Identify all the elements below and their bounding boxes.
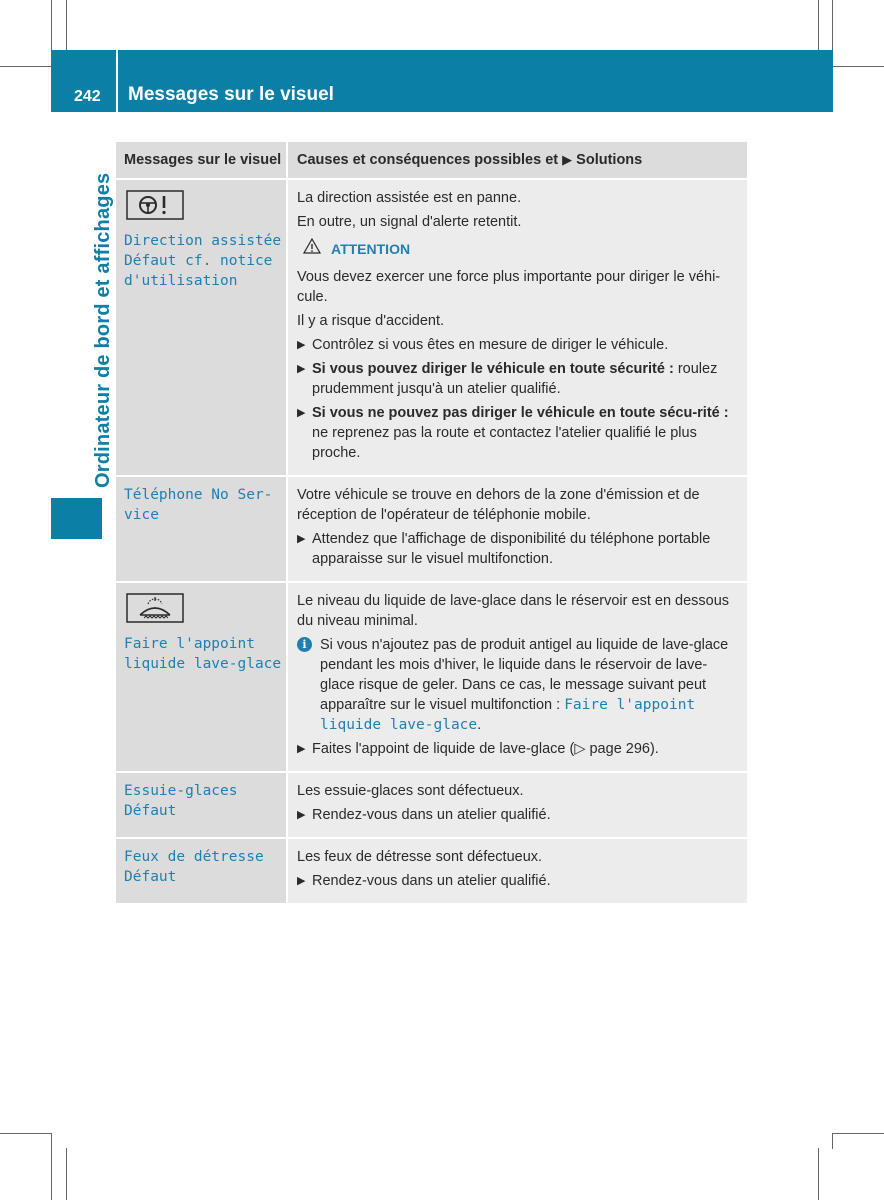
side-tab-marker: [51, 498, 102, 539]
message-cell: [116, 180, 288, 475]
page-title: Messages sur le visuel: [128, 84, 334, 105]
display-message: Direction assistée Défaut cf. notice d'utilisation: [124, 233, 282, 289]
message-cell: [116, 477, 288, 581]
messages-table: [116, 142, 747, 905]
header-divider: [116, 50, 118, 112]
list-item: ▶ Rendez-vous dans un atelier qualifié.: [297, 807, 551, 823]
col-header-messages: Messages sur le visuel: [116, 142, 288, 178]
solution-cell: Votre véhicule se trouve en dehors de la zone d'émission et de réception de l'opérateur de téléphonie mobile. ▶ Attendez que l'affichage de disponibilité du téléphone portable apparaisse sur le visuel multifonction.: [288, 477, 747, 581]
solution-cell: Les feux de détresse sont défectueux. ▶ Rendez-vous dans un atelier qualifié.: [288, 839, 747, 903]
crop-mark: [832, 66, 884, 67]
table-row: [116, 180, 747, 477]
crop-mark: [832, 1133, 884, 1134]
list-item: [297, 739, 741, 759]
triangle-right-icon: ▶: [297, 743, 306, 755]
side-section-label: Ordinateur de bord et affichages: [92, 172, 114, 488]
triangle-right-icon: ▶: [297, 407, 306, 419]
display-message: Faire l'appoint liquide lave-glace: [124, 636, 282, 672]
washer-fluid-icon: [126, 593, 282, 628]
display-message: Téléphone No Ser- vice: [124, 487, 273, 523]
list-item: ▶ Contrôlez si vous êtes en mesure de diriger le véhicule.: [297, 337, 669, 353]
crop-mark: [818, 1148, 819, 1200]
solution-cell: La direction assistée est en panne. En outre, un signal d'alerte retentit. ATTENTION Vous devez exercer une force plus importante pour diriger le véhi-cule. Il y a risque d'accident. ▶ Contrôlez si vous êtes en mesure de diriger le véhicule. ▶ Si vous pouvez diriger le véhicule en toute sécurité : roulez prudemment jusqu'à un atelier qualifié. ▶ Si vous ne pouvez pas diriger le véhicule en toute sécu-rité : ne reprenez pas la route et contactez l'atelier qualifié le plus proche.: [288, 180, 747, 475]
message-cell: [116, 839, 288, 903]
message-cell: [116, 583, 288, 771]
message-cell: [116, 773, 288, 837]
crop-mark: [66, 0, 67, 50]
crop-mark: [832, 0, 833, 50]
triangle-right-icon: ▶: [562, 152, 573, 167]
crop-mark: [51, 0, 52, 50]
crop-mark: [66, 1148, 67, 1200]
info-note: i Si vous n'ajoutez pas de produit antigel au liquide de lave-glace pendant les mois d'hiver, le liquide dans le réservoir de lave-glace risque de geler. Dans ce cas, le message suivant peut apparaître sur le visuel multifonction : Faire l'appoint liquide lave-glace.: [297, 635, 741, 735]
table-row: [116, 477, 747, 583]
triangle-right-icon: ▶: [297, 809, 306, 821]
steering-wheel-warning-icon: [126, 190, 282, 225]
list-item: ▶ Rendez-vous dans un atelier qualifié.: [297, 873, 551, 889]
table-header-row: [116, 142, 747, 180]
table-row: [116, 773, 747, 839]
solution-cell: Le niveau du liquide de lave-glace dans le réservoir est en dessous du niveau minimal. i Si vous n'ajoutez pas de produit antigel au liquide de lave-glace pendant les mois d'hiver, le liquide dans le réservoir de lave-glace risque de geler. Dans ce cas, le message suivant peut apparaître sur le visuel multifonction : Faire l'appoint liquide lave-glace. ▶ Faites l'appoint de liquide de lave-glace (▷ page 296).: [288, 583, 747, 771]
crop-mark: [51, 1148, 52, 1200]
list-item: ▶ Attendez que l'affichage de disponibilité du téléphone portable apparaisse sur le visuel multifonction.: [297, 531, 711, 567]
triangle-right-icon: ▶: [297, 339, 306, 351]
warning-heading: ATTENTION: [303, 238, 741, 259]
triangle-right-icon: ▶: [297, 533, 306, 545]
crop-mark: [0, 66, 52, 67]
list-item: ▶ Si vous ne pouvez pas diriger le véhicule en toute sécu-rité : ne reprenez pas la route et contactez l'atelier qualifié le plus proche.: [297, 405, 729, 461]
display-message: Essuie-glaces Défaut: [124, 783, 238, 819]
col-header-causes: Causes et conséquences possibles et ▶ Solutions: [288, 142, 747, 178]
triangle-right-icon: ▶: [297, 363, 306, 375]
triangle-right-icon: ▶: [297, 875, 306, 887]
solution-cell: Les essuie-glaces sont défectueux. ▶ Rendez-vous dans un atelier qualifié.: [288, 773, 747, 837]
warning-triangle-icon: [303, 238, 321, 259]
table-row: [116, 583, 747, 773]
crop-mark: [818, 0, 819, 50]
page-reference[interactable]: Faites l'appoint de liquide de lave-glace (▷ page 296).: [312, 741, 659, 757]
info-icon: i: [297, 637, 312, 652]
crop-mark: [832, 1133, 833, 1149]
crop-mark: [51, 1133, 52, 1149]
list-item: ▶ Si vous pouvez diriger le véhicule en toute sécurité : roulez prudemment jusqu'à un atelier qualifié.: [297, 361, 718, 397]
display-message: Feux de détresse Défaut: [124, 849, 264, 885]
table-row: [116, 839, 747, 905]
crop-mark: [0, 1133, 52, 1134]
page-number: 242: [74, 88, 101, 105]
